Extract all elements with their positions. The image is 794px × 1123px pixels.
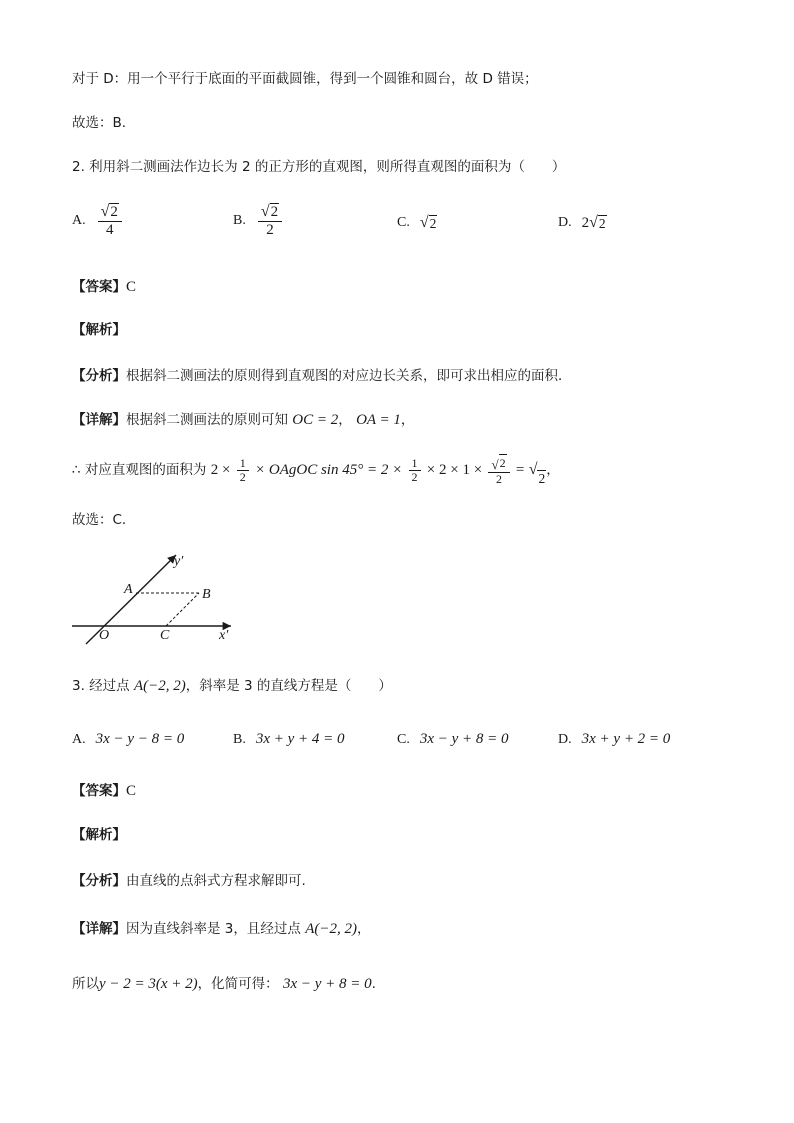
q2-analysis-heading: 【解析】 <box>72 322 126 338</box>
x-axis-label: x′ <box>219 628 229 643</box>
q3-answer: 【答案】C <box>72 783 137 799</box>
q3-option-b[interactable]: B. 3x + y + 4 = 0 <box>233 731 345 747</box>
q3-analysis-heading: 【解析】 <box>72 827 126 843</box>
point-o-label: O <box>99 628 110 643</box>
q2-answer: 【答案】C <box>72 279 137 295</box>
option-letter: A. <box>72 213 86 228</box>
dashed-cb <box>166 593 199 626</box>
oblique-projection-figure <box>66 548 246 648</box>
q3-fenxi: 【分析】由直线的点斜式方程求解即可. <box>72 873 306 889</box>
option-letter: D. <box>558 215 572 230</box>
q1-selection: 故选：B. <box>72 115 127 131</box>
q2-option-a[interactable] <box>72 203 124 239</box>
q2-area-formula: ∴ 对应直观图的面积为 2 × $\frac{1}{2}$ × OAgOC sin 45° = 2 × $\frac{1}{2}$ × 2 × 1 × √ 2 2 = √ 2 ， <box>72 455 560 486</box>
q3-stem: 3. 经过点 A(−2, 2)，斜率是 3 的直线方程是（ ） <box>72 678 392 694</box>
option-letter: B. <box>233 731 246 747</box>
option-letter: D. <box>558 731 572 747</box>
option-letter: C. <box>397 215 410 230</box>
point-b-label: B <box>202 587 211 602</box>
q3-option-a[interactable]: A. 3x − y − 8 = 0 <box>72 731 185 747</box>
option-d-conclusion: 对于 D：用一个平行于底面的平面截圆锥，得到一个圆锥和圆台，故 D 错误； <box>72 71 538 87</box>
fraction: √ 2 2 <box>258 203 282 239</box>
q2-fenxi: 【分析】根据斜二测画法的原则得到直观图的对应边长关系，即可求出相应的面积． <box>72 368 572 384</box>
q2-stem: 2. 利用斜二测画法作边长为 2 的正方形的直观图，则所得直观图的面积为（ ） <box>72 159 566 175</box>
point-a-label: A <box>124 582 133 597</box>
fraction: √ 2 4 <box>98 203 122 239</box>
point-c-label: C <box>160 628 170 643</box>
q2-option-b[interactable] <box>233 203 284 239</box>
sqrt-expression: √ 2 <box>589 214 606 231</box>
q2-option-d[interactable]: D. 2 √ 2 <box>558 214 606 231</box>
q2-option-c[interactable] <box>397 214 437 232</box>
option-letter: C. <box>397 731 410 747</box>
option-letter: B. <box>233 213 246 228</box>
q2-detail: 【详解】根据斜二测画法的原则可知 OC = 2， OA = 1， <box>72 412 415 428</box>
q3-option-c[interactable]: C. 3x − y + 8 = 0 <box>397 731 509 747</box>
q3-option-d[interactable]: D. 3x + y + 2 = 0 <box>558 731 671 747</box>
q2-selection: 故选：C． <box>72 512 136 528</box>
option-letter: A. <box>72 731 86 747</box>
q3-final-result: 所以y − 2 = 3(x + 2)，化简可得： 3x − y + 8 = 0. <box>72 976 376 992</box>
sqrt-expression: √ 2 <box>419 214 437 231</box>
q3-detail: 【详解】因为直线斜率是 3，且经过点 A(−2, 2)， <box>72 921 371 937</box>
y-axis-label: y′ <box>174 554 184 569</box>
